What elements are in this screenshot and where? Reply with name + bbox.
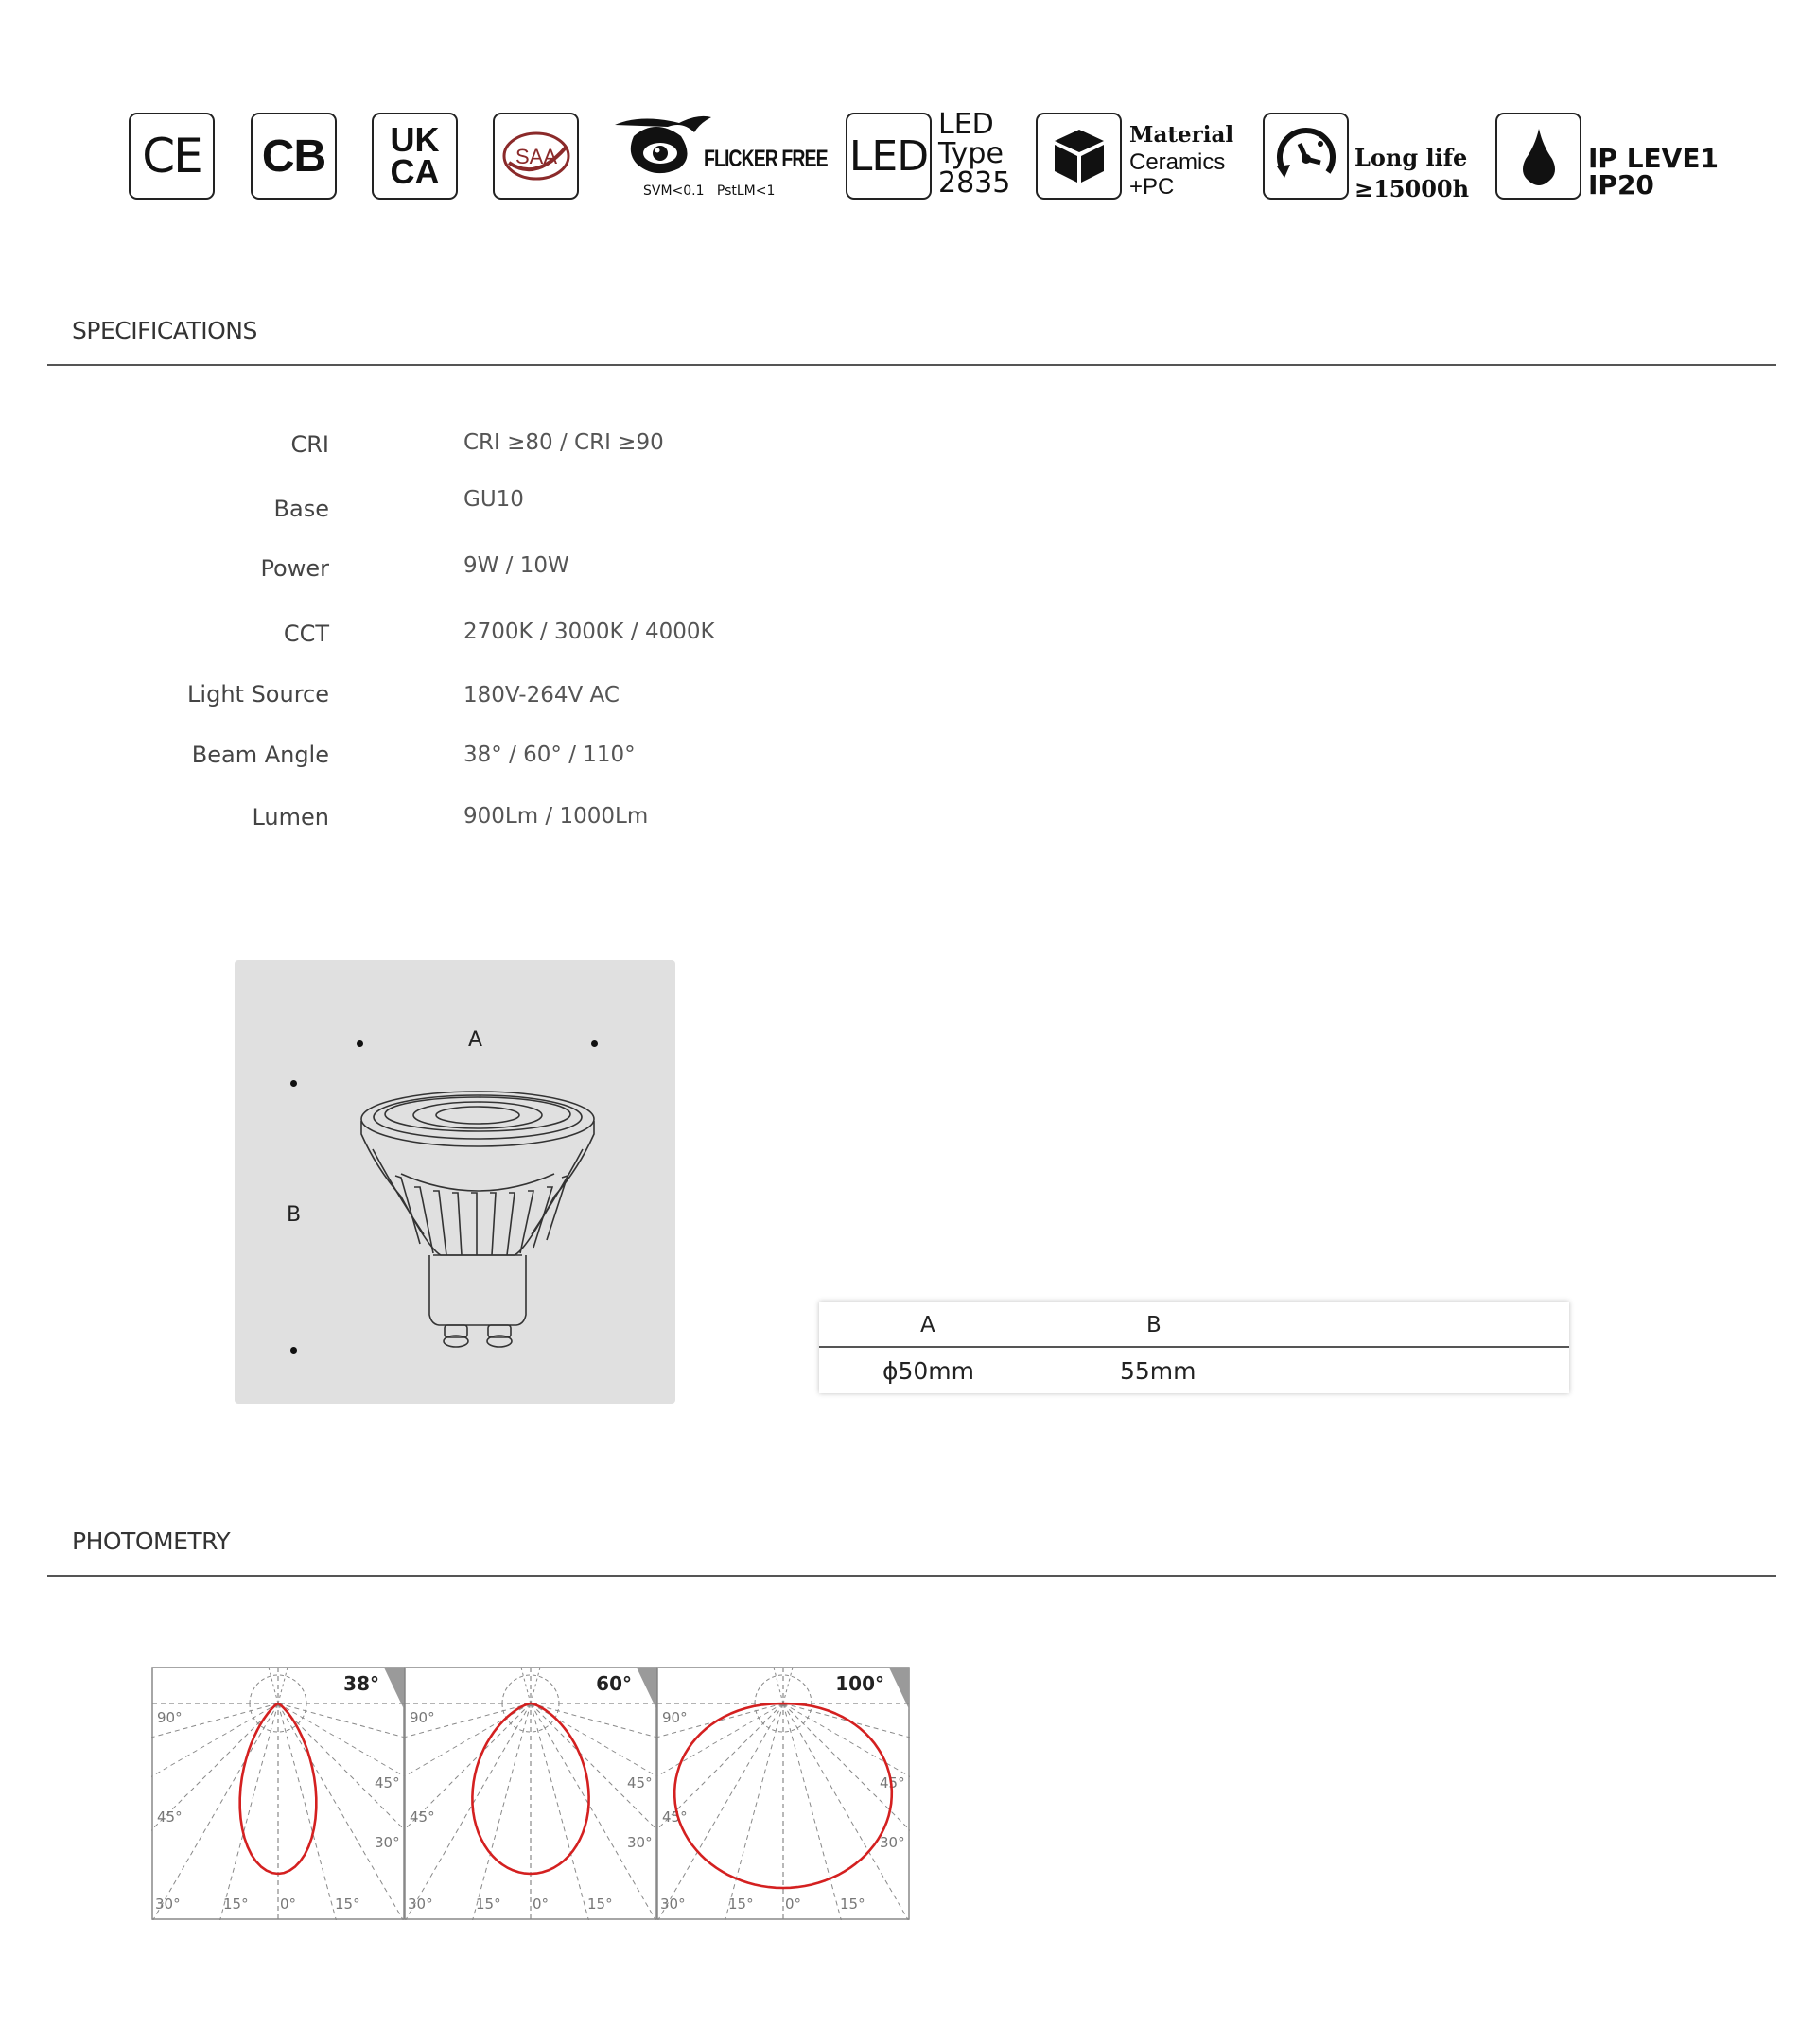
cb-mark-icon xyxy=(251,113,337,200)
polar-label-bottom: 30° xyxy=(408,1896,433,1913)
polar-diagram-60 xyxy=(404,1667,657,1920)
polar-label-90: 90° xyxy=(157,1709,183,1726)
led-type-line2: Type xyxy=(938,137,1004,170)
spec-label-lumen: Lumen xyxy=(252,804,329,830)
saa-text: SAA xyxy=(515,145,557,168)
dimension-value-b: 55mm xyxy=(1120,1357,1197,1385)
long-life-clock-icon xyxy=(1263,113,1349,200)
specifications-heading: SPECIFICATIONS xyxy=(72,317,257,344)
dimension-drawing-panel xyxy=(235,960,675,1404)
polar-label-bottom: 15° xyxy=(587,1896,613,1913)
spec-value-cri: CRI ≥80 / CRI ≥90 xyxy=(463,430,664,455)
cb-mark-text: CB xyxy=(261,131,326,182)
ce-mark-text: CE xyxy=(142,129,201,183)
photometry-divider xyxy=(47,1575,1776,1577)
cube-icon xyxy=(1051,126,1108,186)
polar-label-45-left: 45° xyxy=(157,1808,183,1826)
clock-icon xyxy=(1273,123,1339,189)
material-cube-icon xyxy=(1036,113,1122,200)
polar-label-bottom: 0° xyxy=(280,1896,297,1913)
eye-icon xyxy=(613,112,717,180)
material-line1: Material xyxy=(1129,122,1234,148)
material-line2: Ceramics xyxy=(1129,149,1226,175)
polar-label-30-right: 30° xyxy=(375,1834,400,1851)
dimension-header-a: A xyxy=(920,1313,935,1337)
ukca-mark-icon xyxy=(372,113,458,200)
led-type-line3: 2835 xyxy=(938,166,1011,200)
spec-label-power: Power xyxy=(260,555,329,582)
polar-beam-label: 38° xyxy=(343,1672,379,1695)
spec-value-cct: 2700K / 3000K / 4000K xyxy=(463,620,715,644)
polar-label-45-right: 45° xyxy=(627,1774,653,1791)
water-drop-icon xyxy=(1520,127,1558,185)
polar-diagram-100 xyxy=(656,1667,910,1920)
flicker-free-subtitle: SVM<0.1 PstLM<1 xyxy=(643,183,776,199)
led-type-caption xyxy=(938,110,1010,198)
polar-label-45-left: 45° xyxy=(662,1808,688,1826)
flicker-free-title: FLICKER FREE xyxy=(704,146,828,172)
spec-label-cri: CRI xyxy=(290,431,329,458)
polar-label-bottom: 15° xyxy=(223,1896,249,1913)
ip-rating-caption xyxy=(1588,143,1719,201)
spec-value-power: 9W / 10W xyxy=(463,553,569,578)
polar-diagram-38 xyxy=(151,1667,405,1920)
polar-label-bottom: 0° xyxy=(785,1896,802,1913)
ukca-line1: UK xyxy=(390,120,440,159)
polar-label-90: 90° xyxy=(662,1709,688,1726)
dimension-table xyxy=(819,1302,1569,1393)
spec-label-base: Base xyxy=(273,496,329,522)
polar-label-bottom: 30° xyxy=(155,1896,181,1913)
spec-value-lumen: 900Lm / 1000Lm xyxy=(463,804,649,829)
dimension-value-a: ϕ50mm xyxy=(882,1357,975,1385)
gu10-bulb-outline-icon xyxy=(235,960,675,1404)
spec-value-light-source: 180V-264V AC xyxy=(463,683,620,708)
polar-label-45-right: 45° xyxy=(375,1774,400,1791)
ukca-line2: CA xyxy=(390,152,440,191)
polar-label-90: 90° xyxy=(410,1709,435,1726)
polar-label-30-right: 30° xyxy=(627,1834,653,1851)
spec-label-beam-angle: Beam Angle xyxy=(191,742,329,768)
long-life-line2: ≥15000h xyxy=(1354,175,1470,202)
spec-label-cct: CCT xyxy=(283,620,329,647)
ip-rating-line1: IP LEVE1 xyxy=(1588,143,1719,174)
material-line3: +PC xyxy=(1129,174,1175,200)
polar-label-bottom: 15° xyxy=(728,1896,754,1913)
material-caption xyxy=(1129,121,1233,201)
photometry-heading: PHOTOMETRY xyxy=(72,1528,231,1555)
specifications-divider xyxy=(47,364,1776,366)
polar-label-bottom: 30° xyxy=(660,1896,686,1913)
dimension-header-b: B xyxy=(1146,1313,1162,1337)
polar-label-bottom: 15° xyxy=(476,1896,501,1913)
spec-label-light-source: Light Source xyxy=(187,681,329,708)
polar-label-30-right: 30° xyxy=(880,1834,905,1851)
spec-value-beam-angle: 38° / 60° / 110° xyxy=(463,742,636,767)
long-life-caption xyxy=(1354,142,1469,204)
polar-label-45-right: 45° xyxy=(880,1774,905,1791)
polar-label-bottom: 0° xyxy=(533,1896,550,1913)
polar-label-45-left: 45° xyxy=(410,1808,435,1826)
led-badge-text: LED xyxy=(848,131,929,181)
polar-beam-label: 100° xyxy=(835,1672,884,1695)
polar-label-bottom: 15° xyxy=(335,1896,360,1913)
led-badge-icon xyxy=(846,113,932,200)
ip-rating-drop-icon xyxy=(1495,113,1581,200)
ip-rating-line2: IP20 xyxy=(1588,169,1654,201)
ce-mark-icon xyxy=(129,113,215,200)
dimension-label-a: A xyxy=(468,1028,483,1052)
saa-emblem-icon xyxy=(499,127,573,185)
polar-beam-label: 60° xyxy=(596,1672,632,1695)
flicker-free-icon xyxy=(613,112,828,204)
polar-label-bottom: 15° xyxy=(840,1896,865,1913)
dimension-label-b: B xyxy=(287,1203,302,1227)
saa-mark-icon xyxy=(493,113,579,200)
dimension-table-divider xyxy=(819,1346,1569,1348)
led-type-line1: LED xyxy=(938,108,994,141)
long-life-line1: Long life xyxy=(1354,144,1468,171)
spec-value-base: GU10 xyxy=(463,487,524,512)
